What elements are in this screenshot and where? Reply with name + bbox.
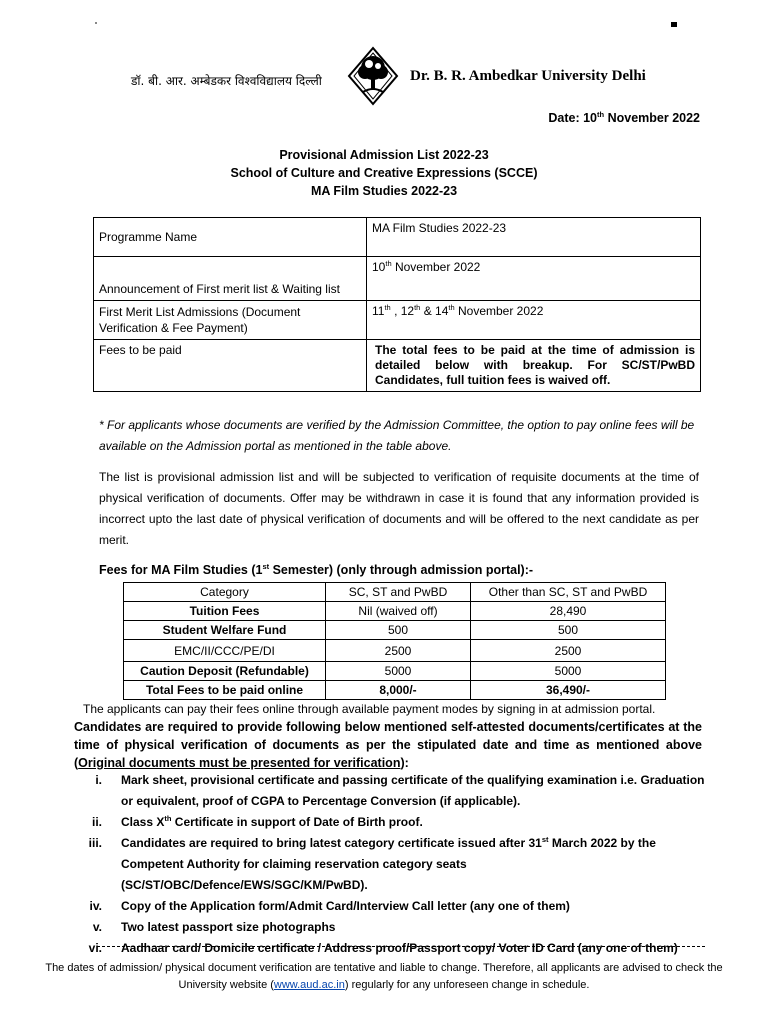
- table-cell: 500: [471, 621, 666, 640]
- document-title: [0, 146, 768, 200]
- table-cell: 5000: [471, 662, 666, 681]
- table-cell: 8,000/-: [326, 681, 471, 700]
- announcement-value: 10th November 2022: [367, 257, 701, 301]
- table-cell: EMC/II/CCC/PE/DI: [124, 640, 326, 662]
- table-cell: 2500: [326, 640, 471, 662]
- programme-label: Programme Name: [94, 218, 367, 257]
- divider: [97, 946, 705, 947]
- table-row: [124, 681, 666, 700]
- university-name-english: Dr. B. R. Ambedkar University Delhi: [410, 68, 646, 84]
- table-header-row: [124, 583, 666, 602]
- column-header: Other than SC, ST and PwBD: [471, 583, 666, 602]
- title-line-1: Provisional Admission List 2022-23: [279, 148, 489, 162]
- table-row: [94, 301, 701, 340]
- table-row: [94, 218, 701, 257]
- table-cell: 5000: [326, 662, 471, 681]
- document-date: Date: 10th November 2022: [548, 109, 700, 125]
- admissions-value: 11th , 12th & 14th November 2022: [367, 301, 701, 340]
- table-cell: Student Welfare Fund: [124, 621, 326, 640]
- scan-mark: [671, 22, 677, 27]
- letterhead: [0, 42, 768, 106]
- admissions-label: First Merit List Admissions (Document Verification & Fee Payment): [94, 301, 367, 340]
- list-item: iv. Copy of the Application form/Admit Card/Interview Call letter (any one of them): [89, 899, 570, 913]
- footer-disclaimer: The dates of admission/ physical document verification are tentative and liable to change. Therefore, all applicants are advised to check the University website (www.aud.ac.in) regularly for any unforeseen change in schedule.: [45, 962, 723, 991]
- title-line-2: School of Culture and Creative Expressions (SCCE): [230, 166, 538, 180]
- table-cell: Caution Deposit (Refundable): [124, 662, 326, 681]
- programme-value: MA Film Studies 2022-23: [367, 218, 701, 257]
- announcement-label: Announcement of First merit list & Waiting list: [94, 257, 367, 301]
- list-item: ii. Class Xth Certificate in support of Date of Birth proof.: [91, 814, 423, 829]
- title-line-3: MA Film Studies 2022-23: [310, 184, 458, 198]
- university-website-link[interactable]: www.aud.ac.in: [273, 979, 345, 991]
- provisional-list-paragraph: The list is provisional admission list and will be subjected to verification of requisite documents at the time of physical verification of documents. Offer may be withdrawn in case it is found that any information provided is incorrect upto the last date of physical verification of documents and will be offered to the next candidate as per merit.: [99, 470, 699, 547]
- table-row: [124, 640, 666, 662]
- fees-value: The total fees to be paid at the time of admission is detailed below with breakup. For SC/ST/PwBD Candidates, full tuition fees is waived off.: [367, 340, 701, 392]
- table-cell: Tuition Fees: [124, 602, 326, 621]
- table-cell: Total Fees to be paid online: [124, 681, 326, 700]
- column-header: Category: [124, 583, 326, 602]
- university-name-hindi: डॉ. बी. आर. अम्बेडकर विश्वविद्यालय दिल्ली: [131, 74, 322, 88]
- list-item: vi. Aadhaar card/ Domicile certificate / Address proof/Passport copy/ Voter ID Card (any one of them): [88, 941, 678, 955]
- table-cell: 28,490: [471, 602, 666, 621]
- table-row: [124, 602, 666, 621]
- column-header: SC, ST and PwBD: [326, 583, 471, 602]
- online-fees-note: * For applicants whose documents are verified by the Admission Committee, the option to pay online fees will be available on the Admission portal as mentioned in the table above.: [99, 418, 695, 453]
- documents-list: [74, 770, 714, 959]
- list-item: v. Two latest passport size photographs: [92, 920, 336, 934]
- list-item: i. Mark sheet, provisional certificate and passing certificate of the qualifying examination i.e. Graduation or equivalent, proof of CGPA to Percentage Conversion (if applicable).: [95, 773, 705, 808]
- table-cell: 2500: [471, 640, 666, 662]
- table-cell: 36,490/-: [471, 681, 666, 700]
- payment-instruction: The applicants can pay their fees online through available payment modes by signing in at admission portal.: [83, 702, 656, 716]
- table-cell: 500: [326, 621, 471, 640]
- scan-dot: [95, 22, 97, 24]
- table-row: [124, 621, 666, 640]
- fees-heading: Fees for MA Film Studies (1st Semester) (only through admission portal):-: [99, 561, 534, 577]
- table-row: [124, 662, 666, 681]
- table-row: [94, 340, 701, 392]
- admission-info-table: [93, 217, 701, 392]
- university-tree-logo-icon: [347, 46, 399, 106]
- list-item: iii. Candidates are required to bring latest category certificate issued after 31st March 2022 by the Competent Authority for claiming reservation category seats (SC/ST/OBC/Defence/EWS/SGC/KM/PwBD).: [88, 835, 656, 892]
- table-row: [94, 257, 701, 301]
- fees-label: Fees to be paid: [94, 340, 367, 392]
- table-cell: Nil (waived off): [326, 602, 471, 621]
- fees-table: [123, 582, 666, 700]
- documents-required-intro: Candidates are required to provide following below mentioned self-attested documents/certificates at the time of physical verification of documents as per the stipulated date and time as mentioned above (Original documents must be presented for verification):: [74, 720, 702, 770]
